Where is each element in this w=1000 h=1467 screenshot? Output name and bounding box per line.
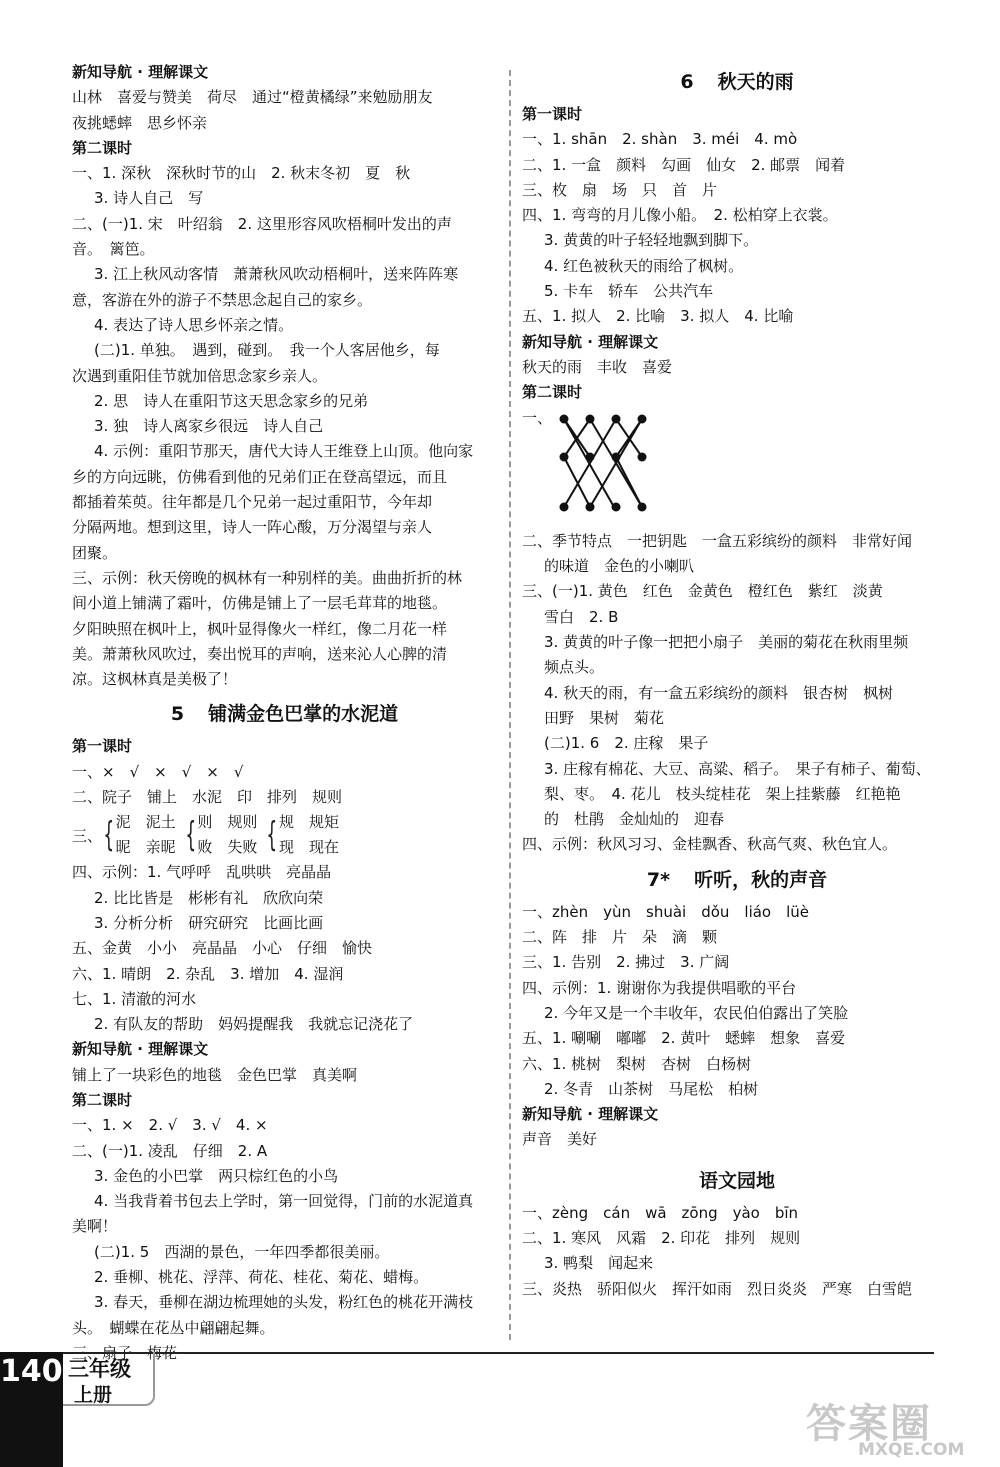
answer-line: 一、1. 深秋 深秋时节的山 2. 秋末冬初 夏 秋 bbox=[72, 164, 411, 183]
answer-line: 一、zèng cán wā zōng yào bīn bbox=[522, 1203, 799, 1222]
answer-line: 团聚。 bbox=[72, 543, 118, 562]
answer-line: 5. 卡车 轿车 公共汽车 bbox=[544, 282, 714, 301]
answer-line: 头。 蝴蝶在花丛中翩翩起舞。 bbox=[72, 1318, 275, 1337]
answer-line: 3. 黄黄的叶子轻轻地飘到脚下。 bbox=[544, 231, 759, 250]
answer-line: 三、扇子 梅花 bbox=[72, 1343, 178, 1362]
answer-line: 都插着茱萸。往年都是几个兄弟一起过重阳节，今年却 bbox=[72, 493, 433, 512]
answer-line: 2. 今年又是一个丰收年，农民伯伯露出了笑脸 bbox=[544, 1003, 849, 1022]
answer-line: 三、枚 扇 场 只 首 片 bbox=[522, 180, 718, 199]
answer-line: 五、1. 唰唰 嘟嘟 2. 黄叶 蟋蟀 想象 喜爱 bbox=[522, 1029, 846, 1048]
answer-line: 六、1. 桃树 梨树 杏树 白杨树 bbox=[522, 1054, 752, 1073]
brace-item: 昵 亲昵 bbox=[115, 838, 176, 857]
answer-line: 乡的方向远眺，仿佛看到他的兄弟们正在登高望远，而且 bbox=[72, 467, 448, 486]
answer-line: 4. 红色被秋天的雨给了枫树。 bbox=[544, 256, 744, 275]
lesson-5-lines-b bbox=[72, 860, 497, 1366]
answer-line: 二、(一)1. 宋 叶绍翁 2. 这里形容风吹梧桐叶发出的声 bbox=[72, 214, 452, 233]
answer-line: 夜挑蟋蟀 思乡怀亲 bbox=[72, 113, 208, 132]
answer-line: 三、炎热 骄阳似火 挥汗如雨 烈日炎炎 严寒 白雪皑 bbox=[522, 1279, 913, 1298]
answer-line: 3. 江上秋风动客情 萧萧秋风吹动梧桐叶，送来阵阵寒 bbox=[94, 265, 459, 284]
answer-line: 二、1. 寒风 风霜 2. 印花 排列 规则 bbox=[522, 1228, 801, 1247]
answer-line: 二、院子 铺上 水泥 印 排列 规则 bbox=[72, 788, 343, 807]
watermark-logo: 答案圈 bbox=[806, 1401, 932, 1447]
answer-line: 一、1. shān 2. shàn 3. méi 4. mò bbox=[522, 130, 798, 149]
brace-group bbox=[116, 810, 176, 860]
answer-line: 一、× √ × √ × √ bbox=[72, 762, 244, 781]
answer-line: 三、示例：秋天傍晚的枫林有一种别样的美。曲曲折折的林 bbox=[72, 568, 463, 587]
yuwen-yuandi-heading: 语文园地 bbox=[698, 1169, 775, 1192]
answer-line: 六、1. 晴朗 2. 杂乱 3. 增加 4. 湿润 bbox=[72, 964, 344, 983]
answer-line: 音。 篱笆。 bbox=[72, 240, 155, 259]
lesson-7-heading: 7* 听听，秋的声音 bbox=[646, 868, 828, 891]
right-column bbox=[522, 60, 952, 1302]
answer-line: (二)1. 5 西湖的景色，一年四季都很美丽。 bbox=[94, 1242, 390, 1261]
brace-item: 规 规矩 bbox=[278, 813, 339, 832]
answer-line: 3. 庄稼有棉花、大豆、高粱、稻子。 果子有柿子、葡萄、 bbox=[544, 759, 931, 778]
answer-line: 山林 喜爱与赞美 荷尽 通过“橙黄橘绿”来勉励朋友 bbox=[72, 88, 433, 107]
brace-group bbox=[279, 810, 339, 860]
answer-line: 二、阵 排 片 朵 滴 颗 bbox=[522, 928, 718, 947]
lesson-5-brace-answers: 三、 { 泥 泥土 昵 亲昵 { 则 规则 败 失败 { 规 规矩 现 现在 bbox=[72, 810, 497, 860]
answer-line: 五、1. 拟人 2. 比喻 3. 拟人 4. 比喻 bbox=[522, 307, 794, 326]
answer-line: 4. 当我背着书包去上学时，第一回觉得，门前的水泥道真 bbox=[94, 1192, 474, 1211]
answer-line: 分隔两地。想到这里，诗人一阵心酸，万分渴望与亲人 bbox=[72, 518, 433, 537]
matching-lines-figure bbox=[552, 409, 672, 519]
brace-item: 泥 泥土 bbox=[115, 813, 176, 832]
answer-line: 雪白 2. B bbox=[544, 607, 619, 626]
answer-line: 3. 金色的小巴掌 两只棕红色的小鸟 bbox=[94, 1166, 339, 1185]
answer-line: 铺上了一块彩色的地毯 金色巴掌 真美啊 bbox=[72, 1065, 358, 1084]
brace-item: 则 规则 bbox=[197, 813, 258, 832]
answer-line: 2. 垂柳、桃花、浮萍、荷花、桂花、菊花、蜡梅。 bbox=[94, 1268, 429, 1287]
brace-group bbox=[197, 810, 257, 860]
answer-line: 田野 果树 菊花 bbox=[544, 708, 665, 727]
left-column bbox=[72, 60, 497, 1366]
lesson-7-lines bbox=[522, 900, 952, 1153]
answer-line: (二)1. 单独。 遇到，碰到。 我一个人客居他乡，每 bbox=[94, 341, 440, 360]
answer-line: 3. 鸭梨 闻起来 bbox=[544, 1254, 654, 1273]
answer-line: 频点头。 bbox=[544, 658, 605, 677]
answer-line: 3. 分析分析 研究研究 比画比画 bbox=[94, 913, 324, 932]
answer-line: 梨、枣。 4. 花儿 枝头绽桂花 架上挂紫藤 红艳艳 bbox=[544, 784, 901, 803]
section-label: 第一课时 bbox=[72, 737, 133, 756]
answer-line: 的 杜鹃 金灿灿的 迎春 bbox=[544, 810, 725, 829]
page-number: 140 bbox=[0, 1352, 63, 1467]
section-label: 新知导航 · 理解课文 bbox=[72, 1040, 209, 1059]
left-answer-lines bbox=[72, 60, 497, 692]
answer-line: 一、zhèn yùn shuài dǒu liáo lüè bbox=[522, 902, 810, 921]
yuwen-yuandi-lines bbox=[522, 1201, 952, 1302]
answer-line: 夕阳映照在枫叶上，枫叶显得像火一样红，像二月花一样 bbox=[72, 619, 448, 638]
watermark-site: MXQE.COM bbox=[858, 1440, 965, 1460]
brace-icon: { bbox=[103, 815, 115, 856]
lesson-5-lines-a bbox=[72, 734, 497, 810]
section-label: 第二课时 bbox=[522, 383, 583, 402]
brace-item: 败 失败 bbox=[197, 838, 258, 857]
brace-item: 现 现在 bbox=[278, 838, 339, 857]
answer-line: (二)1. 6 2. 庄稼 果子 bbox=[544, 734, 709, 753]
answer-line: 3. 黄黄的叶子像一把把小扇子 美丽的菊花在秋雨里频 bbox=[544, 633, 909, 652]
answer-line: 三、1. 告别 2. 拂过 3. 广阔 bbox=[522, 953, 730, 972]
answer-line: 美啊！ bbox=[72, 1217, 118, 1236]
answer-line: 七、1. 清澈的河水 bbox=[72, 989, 197, 1008]
answer-line: 四、示例：秋风习习、金桂飘香、秋高气爽、秋色宜人。 bbox=[522, 835, 898, 854]
lesson-6-heading: 6 秋天的雨 bbox=[680, 71, 794, 93]
grade-label: 三年级 bbox=[68, 1357, 131, 1381]
lesson-5-heading: 5 铺满金色巴掌的水泥道 bbox=[170, 703, 399, 726]
answer-line: 秋天的雨 丰收 喜爱 bbox=[522, 357, 673, 376]
answer-line: 三、(一)1. 黄色 红色 金黄色 橙红色 紫红 淡黄 bbox=[522, 582, 883, 601]
answer-line: 二、(一)1. 凌乱 仔细 2. A bbox=[72, 1141, 268, 1160]
answer-line: 五、金黄 小小 亮晶晶 小心 仔细 愉快 bbox=[72, 939, 373, 958]
answer-line: 四、示例：1. 谢谢你为我提供唱歌的平台 bbox=[522, 978, 797, 997]
section-label: 新知导航 · 理解课文 bbox=[522, 332, 659, 351]
brace-icon: { bbox=[185, 815, 196, 856]
answer-line: 2. 比比皆是 彬彬有礼 欣欣向荣 bbox=[94, 888, 324, 907]
answer-line: 2. 有队友的帮助 妈妈提醒我 我就忘记浇花了 bbox=[94, 1015, 414, 1034]
section-label: 第二课时 bbox=[72, 1090, 133, 1109]
footer-rule bbox=[62, 1352, 934, 1354]
answer-line: 3. 春天，垂柳在湖边梳理她的头发，粉红色的桃花开满枝 bbox=[94, 1293, 474, 1312]
answer-line: 意，客游在外的游子不禁思念起自己的家乡。 bbox=[72, 290, 373, 309]
section-label: 新知导航 · 理解课文 bbox=[72, 63, 209, 81]
answer-line: 4. 表达了诗人思乡怀亲之情。 bbox=[94, 315, 294, 334]
volume-label: 上册 bbox=[74, 1384, 113, 1406]
match-prefix: 一、 bbox=[522, 408, 553, 427]
section-label: 第二课时 bbox=[72, 138, 133, 157]
answer-line: 间小道上铺满了霜叶，仿佛是铺上了一层毛茸茸的地毯。 bbox=[72, 594, 448, 613]
answer-line: 2. 思 诗人在重阳节这天思念家乡的兄弟 bbox=[94, 391, 369, 410]
answer-line: 二、季节特点 一把钥匙 一盒五彩缤纷的颜料 非常好闻 bbox=[522, 531, 913, 550]
lesson-6-lines-a bbox=[522, 102, 952, 406]
answer-line: 的味道 金色的小喇叭 bbox=[544, 557, 695, 576]
answer-line: 四、1. 弯弯的月儿像小船。 2. 松柏穿上衣裳。 bbox=[522, 206, 838, 225]
answer-line: 次遇到重阳佳节就加倍思念家乡亲人。 bbox=[72, 366, 328, 385]
answer-line: 一、1. × 2. √ 3. √ 4. × bbox=[72, 1116, 268, 1135]
answer-line: 美。萧萧秋风吹过，奏出悦耳的声响，送来沁人心脾的清 bbox=[72, 644, 448, 663]
answer-line: 2. 冬青 山茶树 马尾松 柏树 bbox=[544, 1079, 759, 1098]
answer-line: 凉。这枫林真是美极了！ bbox=[72, 670, 238, 689]
answer-line: 4. 示例：重阳节那天，唐代大诗人王维登上山顶。他向家 bbox=[94, 442, 474, 461]
answer-line: 3. 独 诗人离家乡很远 诗人自己 bbox=[94, 417, 324, 436]
answer-line: 3. 诗人自己 写 bbox=[94, 189, 204, 208]
matching-diagram bbox=[522, 409, 952, 521]
brace-icon: { bbox=[266, 815, 278, 856]
lesson-6-lines-b bbox=[522, 529, 952, 858]
answer-line: 二、1. 一盒 颜料 勾画 仙女 2. 邮票 闻着 bbox=[522, 155, 846, 174]
answer-line: 4. 秋天的雨，有一盒五彩缤纷的颜料 银杏树 枫树 bbox=[544, 683, 894, 702]
answer-line: 四、示例：1. 气呼呼 乱哄哄 亮晶晶 bbox=[72, 863, 332, 882]
answer-line: 声音 美好 bbox=[522, 1130, 598, 1149]
section-label: 第一课时 bbox=[522, 105, 583, 123]
column-divider bbox=[509, 70, 511, 1340]
section-label: 新知导航 · 理解课文 bbox=[522, 1105, 659, 1124]
